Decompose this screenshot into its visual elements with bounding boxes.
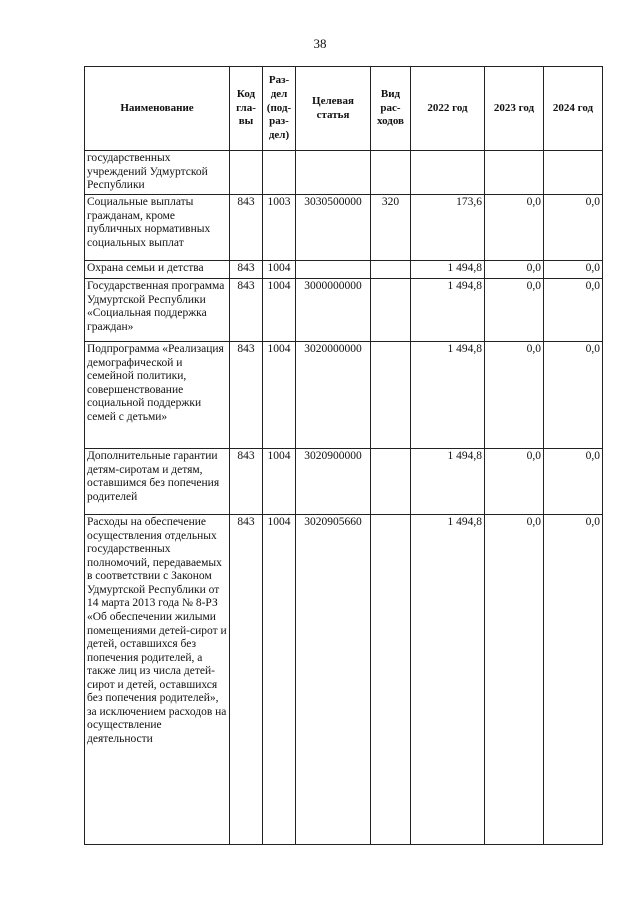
row-expense-type: 320 xyxy=(371,195,411,261)
row-section: 1004 xyxy=(263,279,296,342)
row-target: 3030500000 xyxy=(296,195,371,261)
row-code: 843 xyxy=(230,195,263,261)
row-target: 3020000000 xyxy=(296,342,371,449)
row-2022 xyxy=(411,151,485,195)
row-target: 3000000000 xyxy=(296,279,371,342)
row-expense-type xyxy=(371,449,411,515)
table-row xyxy=(85,261,603,279)
table-row xyxy=(85,515,603,845)
table-row xyxy=(85,449,603,515)
row-name: Подпрограмма «Реализация демографической и семейной политики, совершенствование социальной поддержки семей с детьми» xyxy=(85,342,230,449)
row-2022: 1 494,8 xyxy=(411,279,485,342)
row-2024: 0,0 xyxy=(544,515,603,845)
row-2023: 0,0 xyxy=(485,515,544,845)
row-expense-type xyxy=(371,279,411,342)
row-code xyxy=(230,151,263,195)
row-code: 843 xyxy=(230,279,263,342)
header-2022: 2022 год xyxy=(411,67,485,151)
row-section: 1004 xyxy=(263,449,296,515)
row-section: 1003 xyxy=(263,195,296,261)
row-2022: 173,6 xyxy=(411,195,485,261)
row-2024: 0,0 xyxy=(544,195,603,261)
row-section: 1004 xyxy=(263,261,296,279)
row-name: Дополнительные гарантии детям-сиротам и детям, оставшимся без попечения родителей xyxy=(85,449,230,515)
row-2024: 0,0 xyxy=(544,261,603,279)
row-name: Социальные выплаты гражданам, кроме публичных нормативных социальных выплат xyxy=(85,195,230,261)
row-2024: 0,0 xyxy=(544,342,603,449)
header-row xyxy=(85,67,603,151)
row-code: 843 xyxy=(230,342,263,449)
row-2023: 0,0 xyxy=(485,449,544,515)
header-expense-type: Вид рас- ходов xyxy=(371,67,411,151)
header-2024: 2024 год xyxy=(544,67,603,151)
header-name: Наименование xyxy=(85,67,230,151)
header-2023: 2023 год xyxy=(485,67,544,151)
row-2023: 0,0 xyxy=(485,342,544,449)
row-2023 xyxy=(485,151,544,195)
row-2024: 0,0 xyxy=(544,279,603,342)
row-expense-type xyxy=(371,515,411,845)
page-number: 38 xyxy=(313,36,327,51)
row-name: государственных учреждений Удмуртской Республики xyxy=(85,151,230,195)
row-section: 1004 xyxy=(263,342,296,449)
row-code: 843 xyxy=(230,261,263,279)
table-row xyxy=(85,279,603,342)
row-target: 3020905660 xyxy=(296,515,371,845)
row-target xyxy=(296,151,371,195)
table-row xyxy=(85,195,603,261)
table-row xyxy=(85,342,603,449)
row-expense-type xyxy=(371,151,411,195)
row-2023: 0,0 xyxy=(485,195,544,261)
row-2022: 1 494,8 xyxy=(411,449,485,515)
row-name: Охрана семьи и детства xyxy=(85,261,230,279)
row-2022: 1 494,8 xyxy=(411,261,485,279)
header-section: Раз- дел (под- раз- дел) xyxy=(263,67,296,151)
row-target: 3020900000 xyxy=(296,449,371,515)
header-target: Целевая статья xyxy=(296,67,371,151)
row-2022: 1 494,8 xyxy=(411,342,485,449)
row-2024: 0,0 xyxy=(544,449,603,515)
budget-table xyxy=(84,66,603,845)
row-code: 843 xyxy=(230,515,263,845)
row-section: 1004 xyxy=(263,515,296,845)
row-expense-type xyxy=(371,342,411,449)
table-row xyxy=(85,151,603,195)
row-target xyxy=(296,261,371,279)
row-name: Государственная программа Удмуртской Республики «Социальная поддержка граждан» xyxy=(85,279,230,342)
row-2023: 0,0 xyxy=(485,261,544,279)
header-code: Код гла- вы xyxy=(230,67,263,151)
row-code: 843 xyxy=(230,449,263,515)
row-2024 xyxy=(544,151,603,195)
row-2022: 1 494,8 xyxy=(411,515,485,845)
row-expense-type xyxy=(371,261,411,279)
row-name: Расходы на обеспечение осуществления отдельных государственных полномочий, передаваемых в соответствии с Законом Удмуртской Республики от 14 марта 2013 года № 8-РЗ «Об обеспечении жилыми помещениями детей-сирот и детей, оставшихся без попечения родителей, а также лиц из числа детей-сирот и детей, оставшихся без попечения родителей», за исключением расходов на осуществление деятельности xyxy=(85,515,230,845)
row-section xyxy=(263,151,296,195)
row-2023: 0,0 xyxy=(485,279,544,342)
